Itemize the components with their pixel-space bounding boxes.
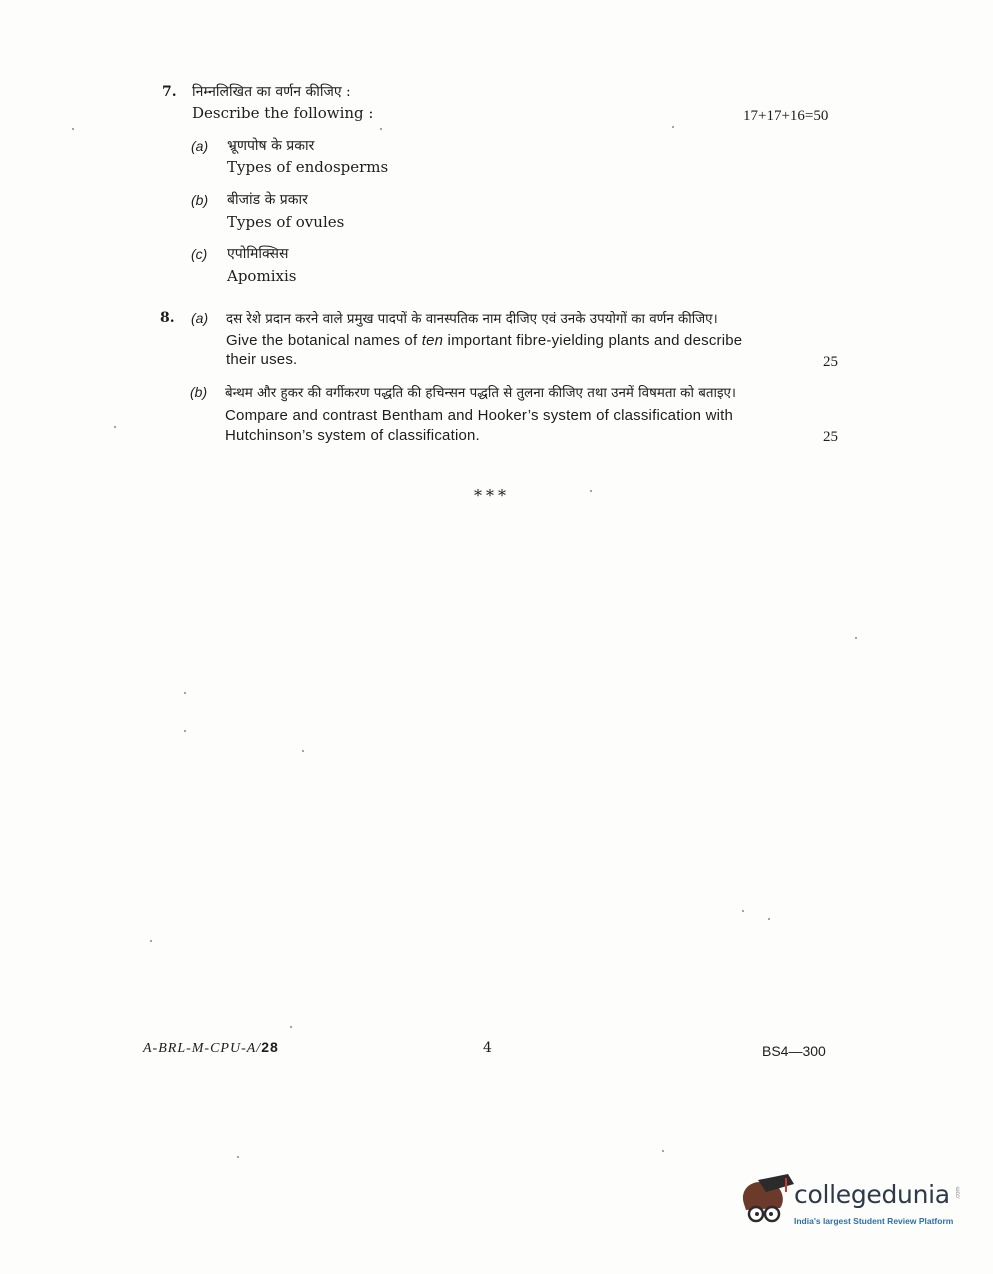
question-7-hindi: निम्नलिखित का वर्णन कीजिए : [192, 84, 351, 100]
scan-speck [150, 940, 152, 942]
logo-wordmark: collegedunia [794, 1180, 950, 1209]
mascot-icon [736, 1170, 796, 1230]
q8-part-a-text-before: Give the botanical names of [226, 332, 422, 349]
scan-speck [742, 910, 744, 912]
q8-part-a-marks: 25 [823, 354, 838, 370]
scan-speck [855, 637, 857, 639]
q7-part-b-label: (b) [191, 192, 209, 208]
q7-part-a-label: (a) [191, 138, 209, 154]
q7-part-c-label: (c) [191, 246, 208, 262]
q7-part-c-hindi: एपोमिक्सिस [227, 246, 289, 262]
q7-part-b-hindi: बीजांड के प्रकार [227, 192, 308, 208]
q7-part-c-english: Apomixis [227, 267, 297, 285]
scan-speck [662, 1150, 664, 1152]
question-7-english: Describe the following : [192, 104, 374, 122]
q7-part-a-hindi: भ्रूणपोष के प्रकार [227, 138, 315, 154]
logo-tagline: India's largest Student Review Platform [794, 1216, 954, 1226]
q8-part-b-english-line2: Hutchinson’s system of classification. [225, 427, 480, 444]
logo-domain: .com [955, 1186, 962, 1200]
question-8-number: 8. [160, 310, 175, 326]
series-code: BS4—300 [762, 1043, 826, 1059]
scan-speck [590, 490, 592, 492]
q8-part-a-label: (a) [191, 310, 209, 326]
paper-code-number: 28 [261, 1039, 279, 1055]
scan-speck [768, 918, 770, 920]
q8-part-a-hindi: दस रेशे प्रदान करने वाले प्रमुख पादपों के वानस्पतिक नाम दीजिए एवं उनके उपयोगों का वर्णन कीजिए। [226, 312, 718, 327]
q8-part-a-english-line2: their uses. [226, 351, 298, 368]
scan-speck [672, 126, 674, 128]
question-7-marks: 17+17+16=50 [743, 108, 829, 124]
scan-speck [184, 730, 186, 732]
q7-part-a-english: Types of endosperms [227, 158, 389, 176]
collegedunia-logo [736, 1170, 966, 1232]
q7-part-b-english: Types of ovules [227, 213, 345, 231]
scan-speck [72, 128, 74, 130]
scan-speck [380, 128, 382, 130]
q8-part-b-hindi: बेन्थम और हुकर की वर्गीकरण पद्धति की हचिन्सन पद्धति से तुलना कीजिए तथा उनमें विषमता को बताइए। [225, 386, 736, 401]
paper-code [143, 1039, 279, 1057]
q8-part-b-marks: 25 [823, 429, 838, 445]
page-number: 4 [483, 1040, 492, 1056]
scan-speck [114, 426, 116, 428]
q8-part-a-text-emphasis: ten [421, 332, 444, 349]
q8-part-a-text-after: important fibre-yielding plants and describe [443, 332, 743, 349]
question-7-number: 7. [162, 84, 177, 100]
end-of-questions-marker: *** [474, 486, 510, 505]
scan-speck [237, 1156, 239, 1158]
q8-part-a-english-line1 [226, 332, 742, 349]
q8-part-b-label: (b) [190, 384, 208, 400]
q8-part-b-english-line1: Compare and contrast Bentham and Hooker’s system of classification with [225, 407, 734, 424]
scan-speck [184, 692, 186, 694]
paper-code-prefix: A-BRL-M-CPU-A/ [143, 1041, 262, 1056]
scan-speck [290, 1026, 292, 1028]
scan-speck [302, 750, 304, 752]
